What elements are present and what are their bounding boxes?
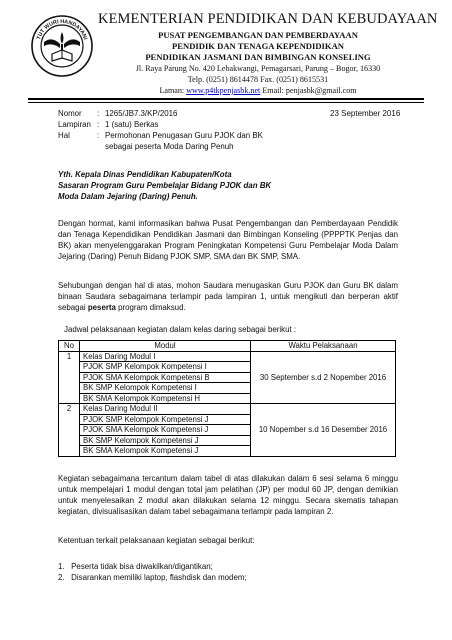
group-1-time: 30 September s.d 2 Nopember 2016 (251, 351, 396, 404)
email-text: Email: penjasbk@gmail.com (260, 86, 357, 95)
list-item-number: 2. (58, 573, 65, 582)
table-row (59, 351, 396, 362)
recipient-line-3: Moda Dalam Jejaring (Daring) Penuh. (58, 192, 198, 201)
web-label: Laman: (159, 86, 185, 95)
hal-label: Hal (58, 131, 70, 140)
ministry-name: KEMENTERIAN PENDIDIKAN DAN KEBUDAYAAN (98, 11, 438, 27)
list-item-text: Disarankan memiliki laptop, flashdisk dan modem; (71, 573, 247, 582)
letterhead-rule-thin (28, 102, 424, 103)
header-waktu: Waktu Pelaksanaan (251, 341, 396, 352)
hal-value-line-1: Permohonan Penugasan Guru PJOK dan BK (105, 131, 263, 140)
group-1-item-1: PJOK SMP Kelompok Kompetensi I (80, 362, 251, 373)
table-header-row (59, 341, 396, 352)
table-row (59, 404, 396, 415)
nomor-colon: : (97, 109, 100, 118)
institution-line-1: PUSAT PENGEMBANGAN DAN PEMBERDAYAAN (158, 30, 358, 40)
group-2-title: Kelas Daring Modul II (80, 404, 251, 415)
group-1-title: Kelas Daring Modul I (80, 351, 251, 362)
paragraph-request-text-b: program dimaksud. (115, 302, 186, 312)
letterhead-rule-thick (28, 98, 424, 100)
paragraph-intro: Dengan hormat, kami informasikan bahwa Pusat Pengembangan dan Pemberdayaan Pendidik dan Tenaga Kependidikan Pendidikan Jasmani dan Bimbingan Konseling (PPPPTK Penjas dan BK) akan menyelenggarakan Program Peningkatan Kompetensi Guru Pembelajar Moda Dalam Jejaring (Daring) Penuh Bidang PJOK SMP, SMA dan BK SMP, SMA. (58, 219, 398, 261)
lampiran-label: Lampiran (58, 120, 91, 129)
list-item-number: 1. (58, 562, 65, 571)
institution-contacts (98, 86, 418, 95)
table-intro: Jadwal pelaksanaan kegiatan dalam kelas daring sebagai berikut : (64, 325, 297, 334)
group-2-item-2: PJOK SMA Kelompok Kompetensi J (80, 425, 251, 436)
paragraph-session-details: Kegiatan sebagaimana tercantum dalam tabel di atas dilakukan dalam 6 sesi selama 6 minggu untuk mempelajari 1 modul dengan total jam pelatihan (JP) per modul 60 JP, dengan demikian untuk menyelesaikan 2 modul akan dilakukan selama 12 minggu. Secara skematis tahapan kegiatan, divisualisasikan dalam tabel sebagaimana terlampir pada lampiran 2. (58, 474, 398, 516)
provisions-list (58, 561, 247, 583)
header-modul: Modul (80, 341, 251, 352)
paragraph-provisions: Ketentuan terkait pelaksanaan kegiatan sebagai berikut: (58, 536, 255, 545)
group-2-item-1: PJOK SMP Kelompok Kompetensi J (80, 414, 251, 425)
paragraph-request (58, 281, 398, 314)
tut-wuri-handayani-logo-icon (30, 14, 94, 78)
nomor-label: Nomor (58, 109, 82, 118)
lampiran-value: 1 (satu) Berkas (105, 120, 159, 129)
group-2-item-4: BK SMA Kelompok Kompetensi J (80, 446, 251, 457)
group-1-item-3: BK SMP Kelompok Kompetensi I (80, 383, 251, 394)
hal-colon: : (97, 131, 100, 140)
institution-line-3: PENDIDIKAN JASMANI DAN BIMBINGAN KONSELING (145, 52, 371, 62)
website-link[interactable]: www.p4tkpenjasbk.net (186, 86, 261, 95)
list-item-text: Peserta tidak bisa diwakilkan/digantikan; (71, 562, 213, 571)
group-1-item-4: BK SMA Kelompok Kompetensi H (80, 393, 251, 404)
institution-address: Jl. Raya Parung No. 420 Lebakwangi, Pemagarsari, Parung – Bogor, 16330 (135, 64, 381, 73)
lampiran-colon: : (97, 120, 100, 129)
institution-line-2: PENDIDIK DAN TENAGA KEPENDIDIKAN (172, 41, 344, 51)
paragraph-request-peserta: peserta (87, 302, 116, 312)
institution-phone: Telp. (0251) 8614478 Fax. (0251) 8615531 (187, 75, 329, 84)
list-item (58, 572, 247, 583)
nomor-value: 1265/JB7.3/KP/2016 (105, 109, 178, 118)
letter-date: 23 September 2016 (330, 109, 401, 118)
logo-text: TUT WURI HANDAYANI (36, 18, 89, 41)
paragraph-request-text-a: Sehubungan dengan hal di atas, mohon Saudara menugaskan Guru PJOK dan Guru BK dalam binaan Saudara sebagaimana terlampir pada lampiran 1, untuk mengikuti dan berperan aktif sebagai (58, 281, 398, 312)
schedule-table (58, 340, 396, 457)
group-2-no: 2 (59, 404, 80, 457)
group-2-time: 10 Nopember s.d 16 Desember 2016 (251, 404, 396, 457)
group-1-no: 1 (59, 351, 80, 404)
group-1-item-2: PJOK SMA Kelompok Kompetensi B (80, 372, 251, 383)
header-no: No (59, 341, 80, 352)
recipient-line-1: Yth. Kepala Dinas Pendidikan Kabupaten/Kota (58, 170, 232, 179)
list-item (58, 561, 247, 572)
recipient-line-2: Sasaran Program Guru Pembelajar Bidang PJOK dan BK (58, 181, 272, 190)
hal-value-line-2: sebagai peserta Moda Daring Penuh (105, 142, 234, 151)
group-2-item-3: BK SMP Kelompok Kompetensi J (80, 435, 251, 446)
